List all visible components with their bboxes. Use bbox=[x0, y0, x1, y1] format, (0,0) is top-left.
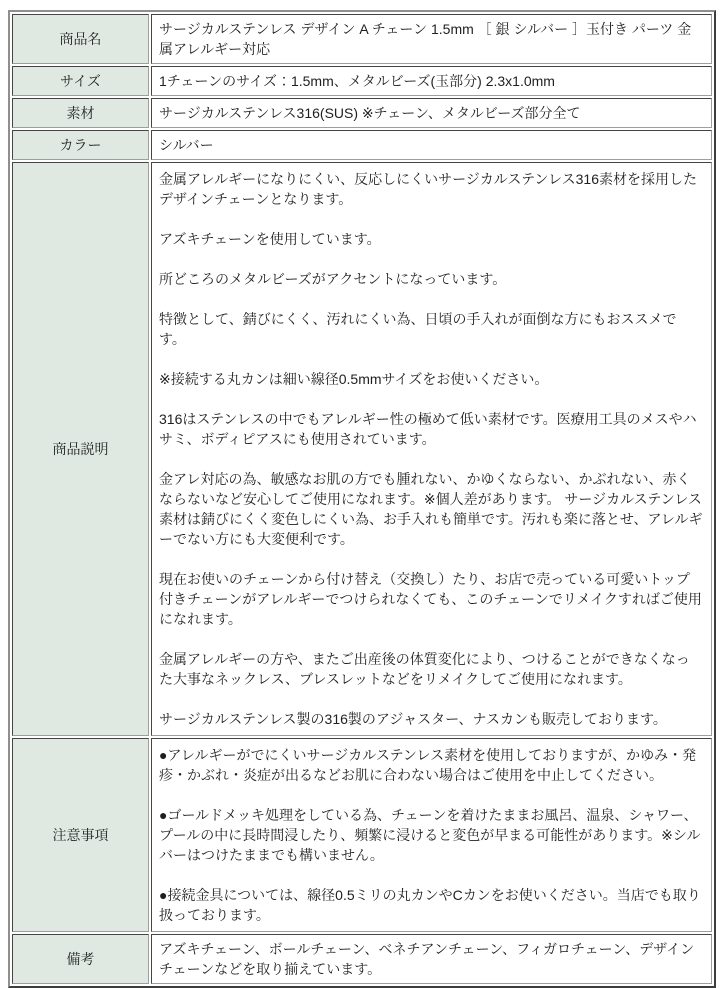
paragraph: 特徴として、錆びにくく、汚れにくい為、日頃の手入れが面倒な方にもおススメです。 bbox=[159, 311, 677, 347]
row-value-cautions bbox=[151, 738, 712, 932]
row-value-product-name: サージカルステンレス デザイン A チェーン 1.5mm ［ 銀 シルバー ］玉付き パーツ 金属アレルギー対応 bbox=[151, 14, 712, 64]
paragraph: ●接続金具については、線径0.5ミリの丸カンやCカンをお使いください。当店でも取り扱っております。 bbox=[159, 887, 701, 923]
row-value-size: 1チェーンのサイズ：1.5mm、メタルビーズ(玉部分) 2.3x1.0mm bbox=[151, 66, 712, 96]
spec-row-remarks bbox=[12, 934, 712, 984]
paragraph: 金アレ対応の為、敏感なお肌の方でも腫れない、かゆくならない、かぶれない、赤くならないなど安心してご使用になれます。※個人差があります。 サージカルステンレス素材は錆びにくく変色しにくい為、お手入れも簡単です。汚れも楽に落とせ、アレルギーでない方にも大変便利です。 bbox=[159, 471, 703, 547]
row-label-cautions: 注意事項 bbox=[12, 738, 149, 932]
paragraph: ※接続する丸カンは細い線径0.5mmサイズをお使いください。 bbox=[159, 371, 549, 387]
spec-row-color bbox=[12, 130, 712, 160]
spec-row-material bbox=[12, 98, 712, 128]
row-label-product-name: 商品名 bbox=[12, 14, 149, 64]
row-value-material: サージカルステンレス316(SUS) ※チェーン、メタルビーズ部分全て bbox=[151, 98, 712, 128]
row-label-material: 素材 bbox=[12, 98, 149, 128]
paragraph: 現在お使いのチェーンから付け替え（交換し）たり、お店で売っている可愛いトップ付きチェーンがアレルギーでつけられなくても、このチェーンでリメイクすればご使用になれます。 bbox=[159, 571, 702, 627]
paragraph: 金属アレルギーの方や、またご出産後の体質変化により、つけることができなくなった大事なネックレス、ブレスレットなどをリメイクしてご使用になれます。 bbox=[159, 651, 690, 687]
product-spec-table bbox=[8, 10, 716, 988]
paragraph: 金属アレルギーになりにくい、反応しにくいサージカルステンレス316素材を採用したデザインチェーンとなります。 bbox=[159, 171, 697, 207]
spec-row-cautions bbox=[12, 738, 712, 932]
row-label-size: サイズ bbox=[12, 66, 149, 96]
row-value-remarks: アズキチェーン、ボールチェーン、ベネチアンチェーン、フィガロチェーン、デザインチェーンなどを取り揃えています。 bbox=[151, 934, 712, 984]
paragraph: 所どころのメタルビーズがアクセントになっています。 bbox=[159, 271, 507, 287]
paragraph: ●アレルギーがでにくいサージカルステンレス素材を使用しておりますが、かゆみ・発疹・かぶれ・炎症が出るなどお肌に合わない場合はご使用を中止してください。 bbox=[159, 747, 697, 783]
spec-row-product-name bbox=[12, 14, 712, 64]
row-value-color: シルバー bbox=[151, 130, 712, 160]
paragraph: アズキチェーンを使用しています。 bbox=[159, 231, 381, 247]
spec-row-description bbox=[12, 162, 712, 736]
row-value-description bbox=[151, 162, 712, 736]
paragraph: サージカルステンレス製の316製のアジャスター、ナスカンも販売しております。 bbox=[159, 711, 667, 727]
paragraph: ●ゴールドメッキ処理をしている為、チェーンを着けたままお風呂、温泉、シャワー、プールの中に長時間浸したり、頻繁に浸けると変色が早まる可能性があります。※シルバーはつけたままでも構いません。 bbox=[159, 807, 701, 863]
row-label-remarks: 備考 bbox=[12, 934, 149, 984]
paragraph: 316はステンレスの中でもアレルギー性の極めて低い素材です。医療用工具のメスやハサミ、ボディピアスにも使用されています。 bbox=[159, 411, 697, 447]
row-label-color: カラー bbox=[12, 130, 149, 160]
row-label-description: 商品説明 bbox=[12, 162, 149, 736]
spec-row-size bbox=[12, 66, 712, 96]
